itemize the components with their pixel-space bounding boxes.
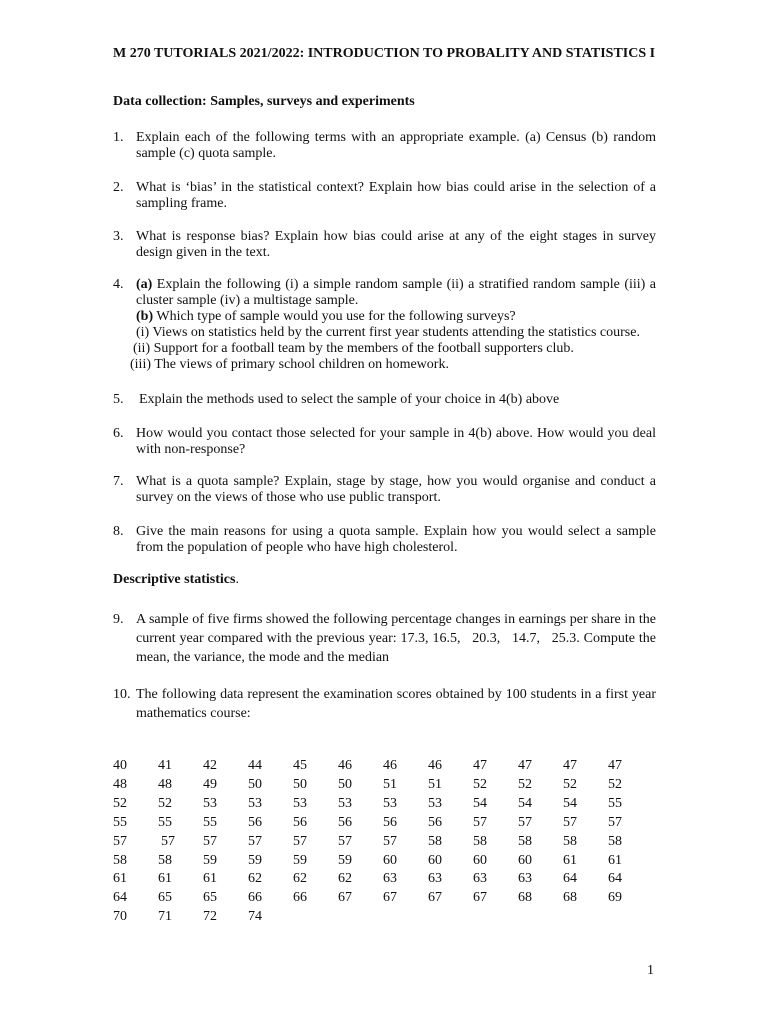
- question-5: [113, 392, 656, 408]
- table-cell: 57: [248, 833, 262, 849]
- table-cell: 55: [158, 814, 172, 830]
- question-text: The following data represent the examination scores obtained by 100 students in a first year mathematics course:: [136, 687, 656, 721]
- question-number: 2.: [113, 180, 124, 195]
- table-cell: 57: [113, 833, 127, 849]
- table-cell: 67: [338, 890, 352, 906]
- table-cell: 62: [338, 871, 352, 887]
- table-cell: 66: [293, 890, 307, 906]
- table-cell: 60: [383, 852, 397, 868]
- table-cell: 61: [203, 871, 217, 887]
- table-cell: 61: [608, 852, 622, 868]
- table-cell: 41: [158, 758, 172, 773]
- part-label: (b): [136, 309, 154, 324]
- question-number: 6.: [113, 426, 124, 441]
- table-cell: 61: [158, 871, 172, 887]
- part-text: Explain the following (i) a simple random sample (ii) a stratified random sample (iii) a cluster sample (iv) a multistage sample.: [136, 277, 656, 308]
- question-1: [113, 130, 656, 162]
- table-cell: 58: [113, 852, 127, 868]
- question-2: [113, 180, 656, 212]
- table-cell: 52: [608, 776, 622, 792]
- section-title-descriptive: [113, 572, 239, 588]
- table-cell: 57: [563, 814, 577, 830]
- question-text: What is a quota sample? Explain, stage by stage, how you would organise and conduct a survey on the views of those who use public transport.: [136, 474, 656, 505]
- table-cell: 57: [203, 833, 217, 849]
- table-cell: 53: [338, 795, 352, 811]
- sub-item-ii: (ii) Support for a football team by the members of the football supporters club.: [133, 341, 574, 356]
- table-cell: 51: [428, 776, 442, 792]
- table-cell: 57: [608, 814, 622, 830]
- part-text: Which type of sample would you use for the following surveys?: [153, 309, 516, 324]
- table-cell: 53: [383, 795, 397, 811]
- table-cell: 48: [113, 776, 127, 792]
- table-cell: 59: [248, 852, 262, 868]
- table-cell: 51: [383, 776, 397, 792]
- table-cell: 56: [428, 814, 442, 830]
- table-cell: 56: [248, 814, 262, 830]
- table-cell: 63: [518, 871, 532, 887]
- table-cell: 60: [473, 852, 487, 868]
- table-cell: 53: [203, 795, 217, 811]
- question-number: 9.: [113, 612, 124, 627]
- question-10: [113, 685, 656, 723]
- table-cell: 57: [293, 833, 307, 849]
- part-label: (a): [136, 277, 153, 292]
- table-cell: 46: [428, 758, 442, 773]
- table-cell: 54: [518, 795, 532, 811]
- table-cell: 67: [383, 890, 397, 906]
- table-cell: 54: [473, 795, 487, 811]
- table-cell: 57: [161, 833, 175, 849]
- section-title-data-collection: Data collection: Samples, surveys and experiments: [113, 94, 415, 109]
- table-cell: 47: [473, 758, 487, 773]
- table-cell: 42: [203, 758, 217, 773]
- table-cell: 55: [113, 814, 127, 830]
- table-cell: 40: [113, 758, 127, 773]
- table-cell: 58: [428, 833, 442, 849]
- table-cell: 52: [563, 776, 577, 792]
- table-cell: 64: [113, 890, 127, 906]
- table-cell: 50: [338, 776, 352, 792]
- page-header: M 270 TUTORIALS 2021/2022: INTRODUCTION TO PROBALITY AND STATISTICS I: [113, 46, 656, 61]
- section-title-period: .: [235, 572, 239, 587]
- question-text: Explain each of the following terms with an appropriate example. (a) Census (b) random sample (c) quota sample.: [136, 130, 656, 161]
- table-cell: 53: [428, 795, 442, 811]
- table-cell: 63: [473, 871, 487, 887]
- table-cell: 64: [563, 871, 577, 887]
- question-text: A sample of five firms showed the following percentage changes in earnings per share in the current year compared with the previous year: 17.3, 16.5, 20.3, 14.7, 25.3. Compute the mean, the variance, the mode and the median: [136, 612, 660, 665]
- question-number: 7.: [113, 474, 124, 489]
- table-cell: 52: [473, 776, 487, 792]
- question-4: [113, 277, 656, 373]
- table-cell: 52: [518, 776, 532, 792]
- table-cell: 53: [293, 795, 307, 811]
- question-text: What is response bias? Explain how bias could arise at any of the eight stages in survey design given in the text.: [136, 229, 656, 260]
- table-cell: 67: [428, 890, 442, 906]
- question-6: [113, 426, 656, 458]
- question-9: [113, 610, 660, 667]
- table-cell: 61: [113, 871, 127, 887]
- table-cell: 49: [203, 776, 217, 792]
- question-4b: [136, 309, 656, 325]
- table-cell: 50: [248, 776, 262, 792]
- table-cell: 59: [293, 852, 307, 868]
- scores-table: [113, 758, 673, 928]
- table-cell: 50: [293, 776, 307, 792]
- table-cell: 56: [383, 814, 397, 830]
- table-cell: 58: [473, 833, 487, 849]
- table-cell: 74: [248, 909, 262, 925]
- table-cell: 61: [563, 852, 577, 868]
- table-cell: 46: [383, 758, 397, 773]
- table-cell: 55: [608, 795, 622, 811]
- table-cell: 53: [248, 795, 262, 811]
- table-cell: 68: [518, 890, 532, 906]
- question-number: 8.: [113, 524, 124, 539]
- table-cell: 65: [203, 890, 217, 906]
- table-cell: 63: [428, 871, 442, 887]
- table-cell: 57: [338, 833, 352, 849]
- table-cell: 69: [608, 890, 622, 906]
- question-number: 3.: [113, 229, 124, 244]
- table-cell: 71: [158, 909, 172, 925]
- table-cell: 47: [518, 758, 532, 773]
- table-cell: 59: [203, 852, 217, 868]
- table-cell: 62: [293, 871, 307, 887]
- question-7: [113, 474, 656, 506]
- table-cell: 67: [473, 890, 487, 906]
- question-8: [113, 524, 656, 556]
- question-text: Explain the methods used to select the sample of your choice in 4(b) above: [139, 392, 560, 407]
- page-number: 1: [647, 963, 654, 978]
- table-cell: 58: [608, 833, 622, 849]
- table-cell: 72: [203, 909, 217, 925]
- question-text: How would you contact those selected for your sample in 4(b) above. How would you deal with non-response?: [136, 426, 656, 457]
- table-cell: 44: [248, 758, 262, 773]
- question-body: [130, 277, 656, 373]
- table-cell: 64: [608, 871, 622, 887]
- table-cell: 56: [293, 814, 307, 830]
- table-cell: 65: [158, 890, 172, 906]
- table-cell: 57: [383, 833, 397, 849]
- question-text: What is ‘bias’ in the statistical context? Explain how bias could arise in the selection of a sampling frame.: [136, 180, 656, 211]
- table-cell: 70: [113, 909, 127, 925]
- sub-item-i: (i) Views on statistics held by the current first year students attending the statistics course.: [136, 325, 640, 340]
- table-cell: 47: [563, 758, 577, 773]
- question-number: 5.: [113, 392, 124, 407]
- table-cell: 66: [248, 890, 262, 906]
- table-cell: 59: [338, 852, 352, 868]
- table-cell: 68: [563, 890, 577, 906]
- question-number: 4.: [113, 277, 124, 292]
- table-cell: 60: [428, 852, 442, 868]
- table-cell: 54: [563, 795, 577, 811]
- table-cell: 58: [518, 833, 532, 849]
- table-cell: 52: [158, 795, 172, 811]
- table-cell: 45: [293, 758, 307, 773]
- question-number: 10.: [113, 687, 131, 702]
- question-text: Give the main reasons for using a quota sample. Explain how you would select a sample from the population of people who have high cholesterol.: [136, 524, 656, 555]
- question-3: [113, 229, 656, 261]
- table-cell: 57: [518, 814, 532, 830]
- table-cell: 63: [383, 871, 397, 887]
- table-cell: 62: [248, 871, 262, 887]
- table-cell: 60: [518, 852, 532, 868]
- question-4a: [136, 277, 656, 309]
- table-cell: 48: [158, 776, 172, 792]
- question-number: 1.: [113, 130, 124, 145]
- table-cell: 58: [563, 833, 577, 849]
- table-cell: 57: [473, 814, 487, 830]
- table-cell: 56: [338, 814, 352, 830]
- sub-item-iii: (iii) The views of primary school children on homework.: [130, 357, 449, 372]
- table-cell: 55: [203, 814, 217, 830]
- table-cell: 46: [338, 758, 352, 773]
- section-title-text: Descriptive statistics: [113, 572, 236, 587]
- table-cell: 58: [158, 852, 172, 868]
- table-cell: 52: [113, 795, 127, 811]
- table-cell: 47: [608, 758, 622, 773]
